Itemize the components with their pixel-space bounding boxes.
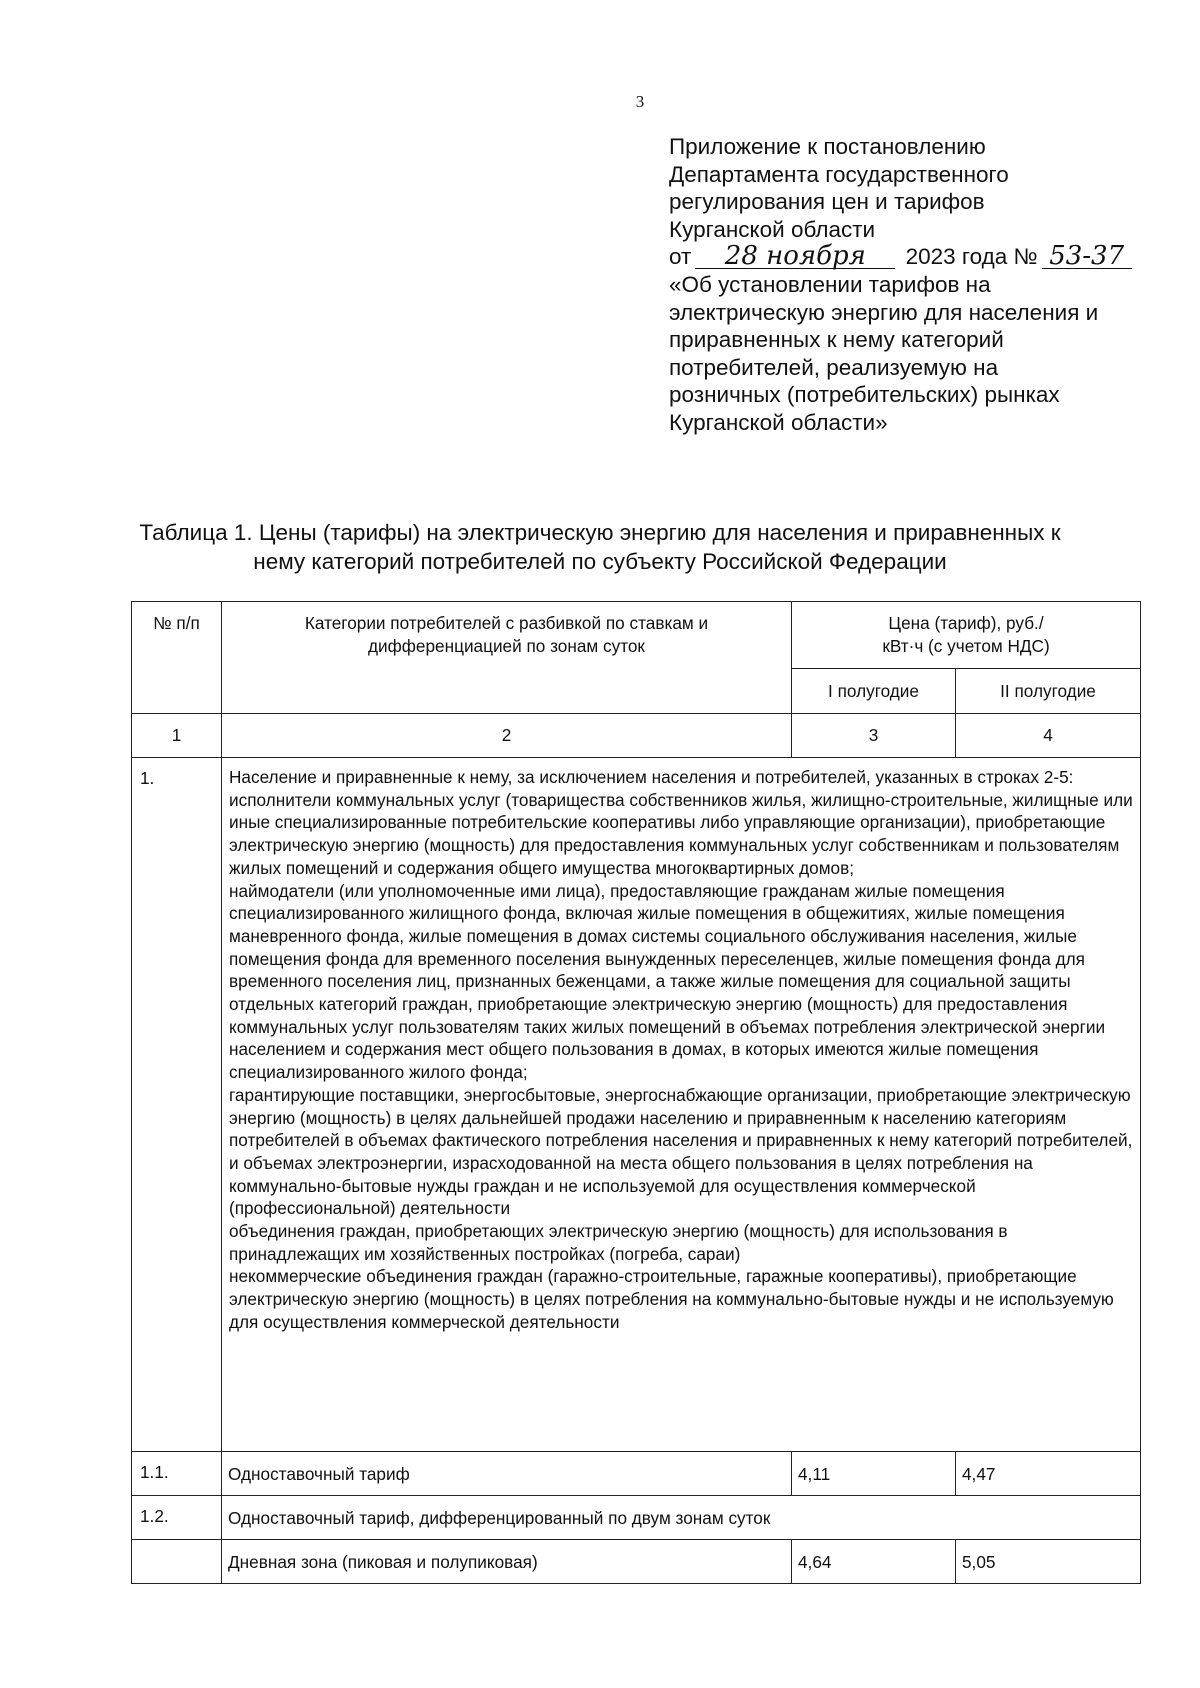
page-number: 3 [635, 92, 645, 111]
appendix-line: Приложение к постановлению [669, 134, 986, 159]
row-label: Одноставочный тариф [222, 1452, 792, 1496]
header-half-1: I полугодие [792, 669, 956, 714]
row-label: Дневная зона (пиковая и полупиковая) [222, 1540, 792, 1584]
appendix-line: Департамента государственного [669, 161, 1009, 187]
table-title-line: нему категорий потребителей по субъекту Российской Федерации [253, 549, 947, 574]
table-header-row [132, 602, 1141, 669]
category-paragraph: гарантирующие поставщики, энергосбытовые, энергоснабжающие организации, приобретающие электрическую энергию (мощность) в целях дальнейшей продажи населению и приравненным к населению категориям потребителей в объемах фактического потребления населения и приравненных к нему категорий потребителей, и объемах электроэнергии, израсходованной на места общего пользования в целях потребления на коммунально-бытовые нужды граждан и не используемой для осуществления коммерческой (профессиональной) деятельности [229, 1084, 1133, 1219]
table-title-line: Таблица 1. Цены (тарифы) на электрическую энергию для населения и приравненных к [139, 520, 1061, 545]
handwritten-date: 28 ноября [695, 244, 895, 269]
header-price: Цена (тариф), руб./кВт·ч (с учетом НДС) [792, 602, 1141, 669]
appendix-subject-line: Курганской области» [669, 409, 888, 435]
column-numbers-row [132, 714, 1141, 758]
row-number: 1.1. [132, 1452, 222, 1496]
year-text: 2023 года № [905, 244, 1038, 270]
category-paragraph: объединения граждан, приобретающих электрическую энергию (мощность) для использования в принадлежащих им хозяйственных постройках (погреба, сараи) [229, 1221, 1008, 1264]
table-title [100, 518, 1100, 576]
category-description [222, 758, 1141, 1452]
row-label: Одноставочный тариф, дифференцированный по двум зонам суток [222, 1496, 1141, 1540]
tariff-half-1: 4,64 [792, 1540, 956, 1584]
tariff-half-2: 4,47 [956, 1452, 1141, 1496]
resolution-date-line [669, 243, 1169, 271]
table-row [132, 1496, 1141, 1540]
table-row [132, 1540, 1141, 1584]
date-prefix: от [669, 244, 692, 270]
table-row [132, 1452, 1141, 1496]
tariff-half-2: 5,05 [956, 1540, 1141, 1584]
column-number: 1 [132, 714, 222, 758]
table-row [132, 758, 1141, 1452]
appendix-subject-line: «Об установлении тарифов на [669, 271, 991, 297]
appendix-line: Курганской области [669, 216, 876, 242]
row-number-empty [132, 1540, 222, 1584]
category-paragraph: Население и приравненные к нему, за исключением населения и потребителей, указанных в строках 2-5: [229, 767, 1074, 787]
header-num: № п/п [132, 602, 222, 714]
column-number: 4 [956, 714, 1141, 758]
appendix-line: регулирования цен и тарифов [669, 189, 985, 215]
appendix-subject-line: потребителей, реализуемую на [669, 354, 999, 380]
category-paragraph: исполнители коммунальных услуг (товарищества собственников жилья, жилищно-строительные, жилищные или иные специализированные потребительские кооперативы либо управляющие организации), приобретающие электрическую энергию (мощность) для предоставления коммунальных услуг собственникам и пользователям жилых помещений и содержания общего имущества многоквартирных домов; [229, 789, 1133, 878]
category-paragraph: наймодатели (или уполномоченные ими лица), предоставляющие гражданам жилые помещения специализированного жилищного фонда, включая жилые помещения в общежитиях, жилые помещения маневренного фонда, жилые помещения в домах системы социального обслуживания населения, жилые помещения фонда для временного поселения вынужденных переселенцев, жилые помещения фонда для временного поселения лиц, признанных беженцами, а также жилые помещения для социальной защиты отдельных категорий граждан, приобретающие электрическую энергию (мощность) для предоставления коммунальных услуг пользователям таких жилых помещений в объемах потребления электрической энергии населением и содержания мест общего пользования в домах, в которых имеются жилые помещения специализированного жилого фонда; [229, 880, 1106, 1083]
appendix-header [669, 133, 1169, 437]
appendix-subject-line: розничных (потребительских) рынках [669, 382, 1060, 408]
category-paragraph: некоммерческие объединения граждан (гаражно-строительные, гаражные кооперативы), приобретающие электрическую энергию (мощность) в целях потребления на коммунально-бытовые нужды и не используемую для осуществления коммерческой деятельности [229, 1266, 1114, 1332]
handwritten-number: 53-37 [1042, 244, 1132, 269]
row-number: 1. [132, 758, 222, 1452]
tariff-half-1: 4,11 [792, 1452, 956, 1496]
appendix-subject-line: приравненных к нему категорий [669, 327, 1004, 353]
header-half-2: II полугодие [956, 669, 1141, 714]
header-category: Категории потребителей с разбивкой по ставкам и дифференциацией по зонам суток [222, 602, 792, 714]
tariff-table [131, 601, 1141, 1584]
column-number: 2 [222, 714, 792, 758]
row-number: 1.2. [132, 1496, 222, 1540]
column-number: 3 [792, 714, 956, 758]
appendix-subject-line: электрическую энергию для населения и [669, 299, 1099, 325]
